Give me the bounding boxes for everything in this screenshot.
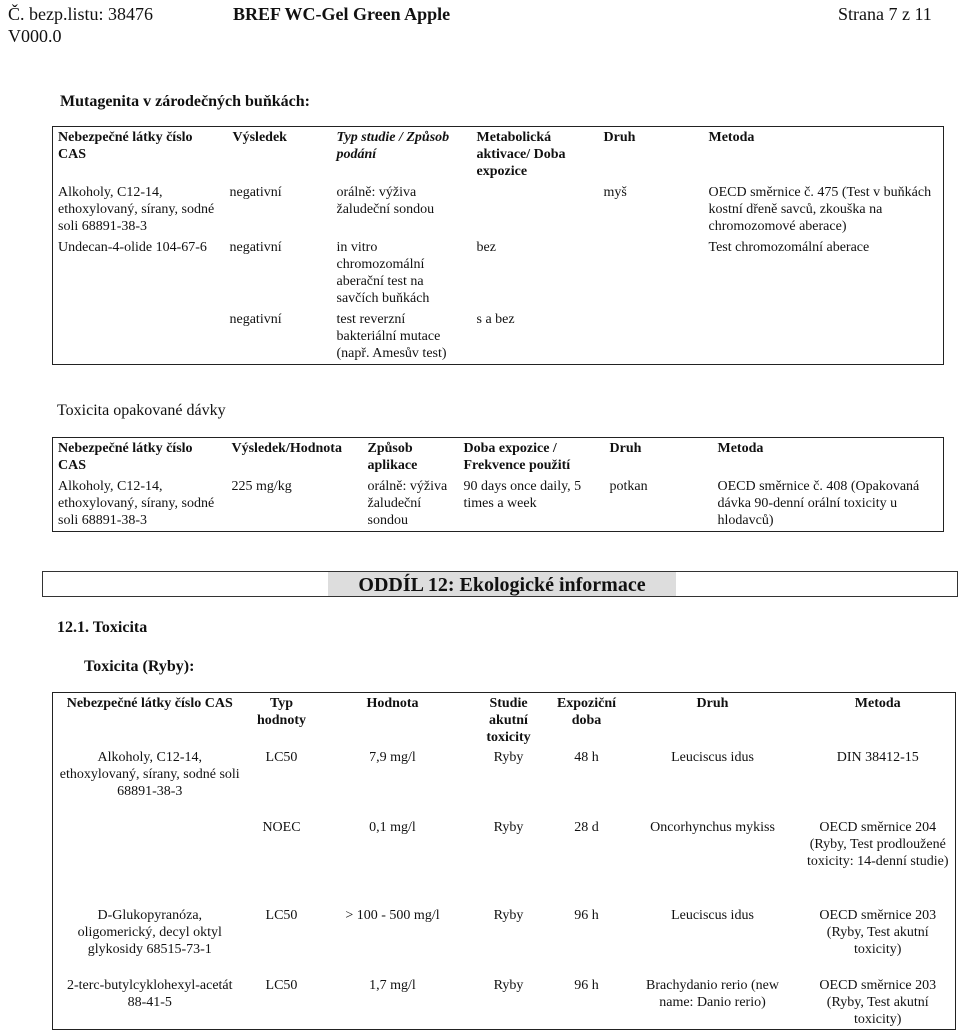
cell-exposure: 90 days once daily, 5 times a week [463,479,582,511]
col-type: Typ hodnoty [256,696,307,728]
table-header-row [53,438,944,477]
page-number: Strana 7 z 11 [838,4,932,24]
mutagenicity-table [52,126,944,365]
cell-species [599,309,704,365]
cell-value: > 100 - 500 mg/l [345,908,440,923]
sheet-number: Č. bezp.listu: 38476 [8,4,153,24]
cell-substance: Alkoholy, C12-14, ethoxylovaný, sírany, sodné soli 68891-38-3 [58,185,215,234]
col-substance: Nebezpečné látky číslo CAS [66,696,233,711]
cell-value: 0,1 mg/l [369,820,416,835]
col-study: Studie akutní toxicity [486,696,531,745]
cell-study: Ryby [493,978,524,993]
col-method: Metoda [708,130,755,145]
cell-method [704,309,944,365]
cell-activation: bez [476,240,496,255]
product-name: BREF WC-Gel Green Apple [233,4,451,24]
table-row [53,182,944,237]
repeated-dose-table [52,437,944,532]
cell-method: OECD směrnice č. 475 (Test v buňkách kostní dřeně savců, zkouška na chromozomové aberace) [708,185,932,234]
cell-substance: 2-terc-butylcyklohexyl-acetát 88-41-5 [66,978,233,1010]
cell-method: OECD směrnice 204 (Ryby, Test prodloužené toxicity: 14-denní studie) [806,820,949,869]
cell-type: LC50 [265,978,298,993]
col-species: Druh [696,696,729,711]
cell-method: DIN 38412-15 [836,750,919,765]
cell-substance [53,818,247,906]
table-row [53,476,944,532]
cell-type: LC50 [265,908,298,923]
col-study: Typ studie / Způsob podání [336,130,450,162]
col-activation: Metabolická aktivace/ Doba expozice [476,130,566,179]
cell-method: Test chromozomální aberace [708,240,870,255]
cell-study: Ryby [493,908,524,923]
section-banner [42,571,958,597]
col-species: Druh [603,130,636,145]
table-row [53,906,956,976]
cell-substance: Alkoholy, C12-14, ethoxylovaný, sírany, sodné soli 68891-38-3 [59,750,240,799]
col-result: Výsledek [232,130,287,145]
cell-study: in vitro chromozomální aberační test na savčích buňkách [336,240,430,306]
cell-activation [472,182,599,237]
cell-species: Oncorhynchus mykiss [650,820,775,835]
table-row [53,309,944,365]
cell-species: Leuciscus idus [671,750,754,765]
cell-species [599,237,704,309]
cell-result: negativní [229,240,282,255]
cell-substance [53,309,225,365]
col-route: Způsob aplikace [367,441,418,473]
fish-toxicity-table [52,692,956,1030]
cell-method: OECD směrnice 203 (Ryby, Test akutní toxicity) [819,908,937,957]
cell-result: negativní [229,185,282,200]
col-substance: Nebezpečné látky číslo CAS [58,130,193,162]
cell-substance: D-Glukopyranóza, oligomerický, decyl oktyl glykosidy 68515-73-1 [77,908,222,957]
table-header-row [53,127,944,183]
col-exposure: Expoziční doba [556,696,617,728]
cell-type: LC50 [265,750,298,765]
col-substance: Nebezpečné látky číslo CAS [58,441,193,473]
cell-species: myš [603,185,627,200]
version: V000.0 [8,26,62,46]
table-header-row [53,693,956,749]
col-result: Výsledek/Hodnota [231,441,342,456]
cell-activation: s a bez [476,312,515,327]
cell-study: orálně: výživa žaludeční sondou [336,185,435,217]
repeated-dose-title: Toxicita opakované dávky [57,402,226,419]
table-row [53,748,956,818]
subsection-title: 12.1. Toxicita [57,619,148,636]
cell-species: Leuciscus idus [671,908,754,923]
col-species: Druh [609,441,642,456]
cell-value: 1,7 mg/l [369,978,416,993]
cell-study: test reverzní bakteriální mutace (např. Amesův test) [336,312,447,361]
cell-exposure: 48 h [574,750,599,765]
cell-method: OECD směrnice 203 (Ryby, Test akutní toxicity) [819,978,937,1027]
cell-route: orálně: výživa žaludeční sondou [367,479,448,528]
cell-exposure: 96 h [574,978,599,993]
cell-species: potkan [609,479,648,494]
cell-species: Brachydanio rerio (new name: Danio rerio) [646,978,779,1010]
cell-exposure: 28 d [574,820,599,835]
col-exposure: Doba expozice / Frekvence použití [463,441,571,473]
table-row [53,976,956,1030]
cell-method: OECD směrnice č. 408 (Opakovaná dávka 90-denní orální toxicity u hlodavců) [717,479,920,528]
col-method: Metoda [854,696,901,711]
mutagenicity-title: Mutagenita v zárodečných buňkách: [60,93,310,110]
cell-study: Ryby [493,750,524,765]
cell-result: negativní [229,312,282,327]
section-title: ODDÍL 12: Ekologické informace [328,572,676,596]
cell-value: 7,9 mg/l [369,750,416,765]
table-row [53,237,944,309]
cell-substance: Alkoholy, C12-14, ethoxylovaný, sírany, sodné soli 68891-38-3 [58,479,215,528]
cell-exposure: 96 h [574,908,599,923]
col-method: Metoda [717,441,764,456]
cell-substance: Undecan-4-olide 104-67-6 [58,240,207,255]
cell-study: Ryby [493,820,524,835]
col-value: Hodnota [366,696,419,711]
table-row [53,818,956,906]
fish-toxicity-title: Toxicita (Ryby): [84,658,195,675]
cell-type: NOEC [262,820,301,835]
cell-result: 225 mg/kg [231,479,292,494]
